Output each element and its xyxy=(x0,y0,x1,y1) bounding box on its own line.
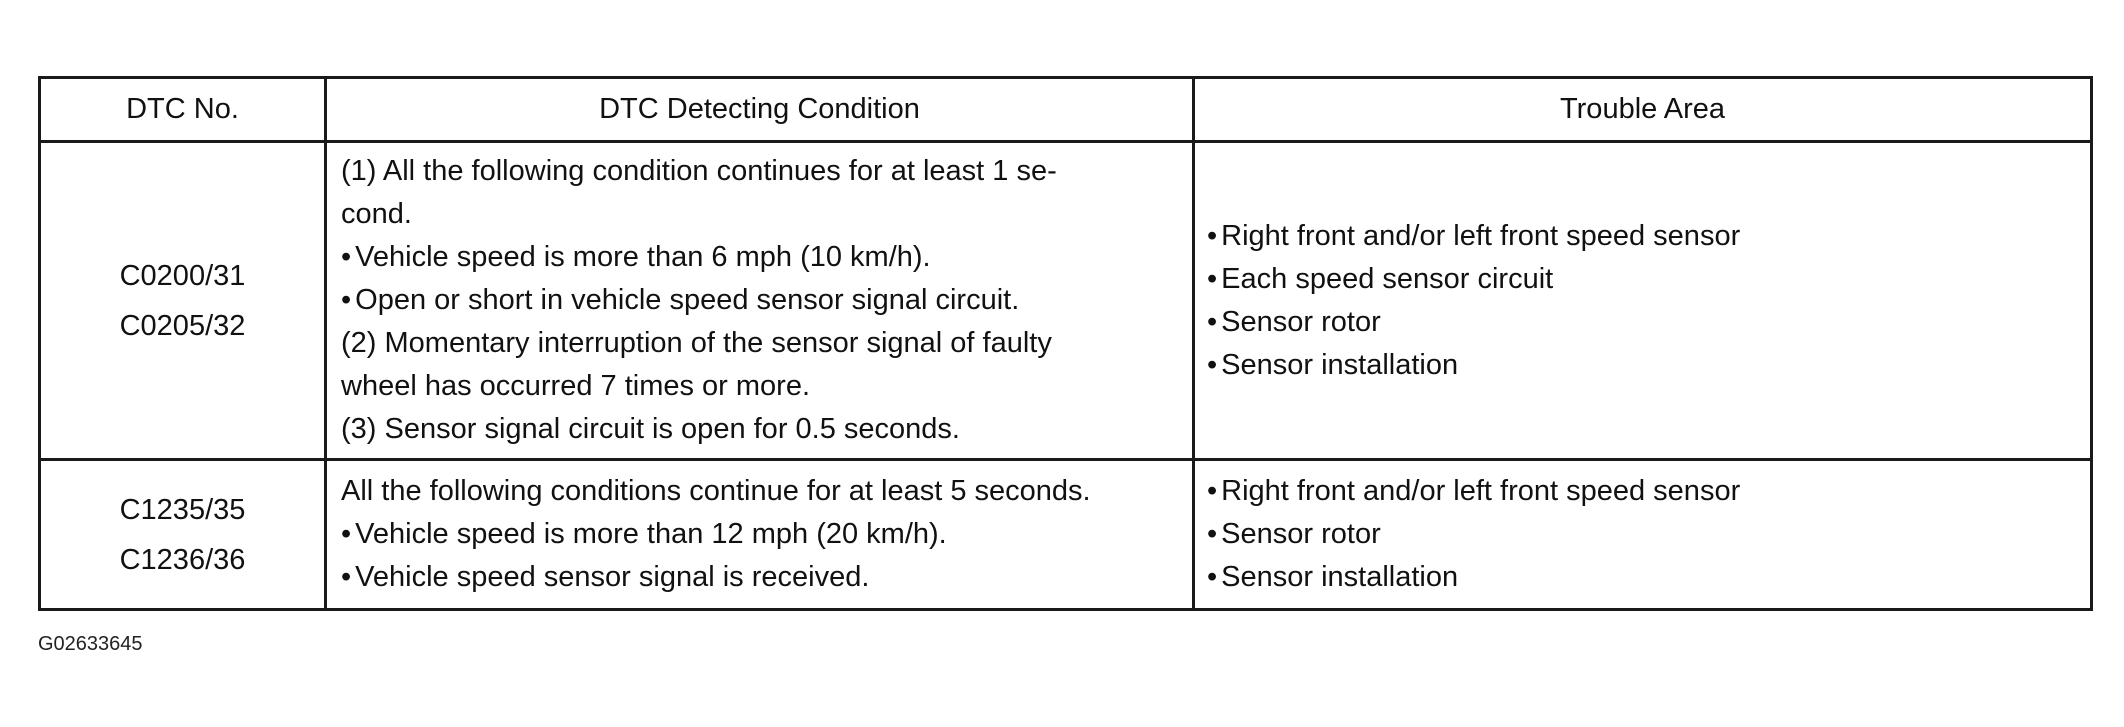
condition-bullet xyxy=(341,236,1180,279)
trouble-area-text: Sensor installation xyxy=(1221,561,1459,593)
trouble-area-text: Sensor rotor xyxy=(1221,305,1381,338)
trouble-area-cell xyxy=(1194,460,2092,610)
trouble-area-item xyxy=(1207,513,2080,556)
trouble-area-item xyxy=(1207,344,2080,387)
header-detecting-condition: DTC Detecting Condition xyxy=(326,78,1194,142)
condition-line: cond. xyxy=(341,198,412,230)
trouble-area-text: Sensor installation xyxy=(1221,348,1459,381)
condition-line: All the following conditions continue for at least 5 seconds. xyxy=(341,475,1091,507)
condition-bullet xyxy=(341,556,1180,599)
trouble-area-cell xyxy=(1194,142,2092,460)
header-trouble-area: Trouble Area xyxy=(1194,78,2092,142)
header-dtc-no: DTC No. xyxy=(40,78,326,142)
trouble-area-item xyxy=(1207,556,2080,599)
condition-bullet xyxy=(341,513,1180,556)
trouble-area-text: Each speed sensor circuit xyxy=(1221,262,1554,295)
condition-text: Vehicle speed sensor signal is received. xyxy=(355,561,870,593)
dtc-code: C1236/36 xyxy=(119,543,246,576)
dtc-code-cell xyxy=(40,142,326,460)
condition-text: Vehicle speed is more than 6 mph (10 km/h). xyxy=(355,241,931,273)
condition-line: (1) All the following condition continues for at least 1 se- xyxy=(341,155,1057,187)
trouble-area-text: Right front and/or left front speed sensor xyxy=(1221,475,1741,507)
dtc-code: C0200/31 xyxy=(119,259,246,292)
condition-bullet xyxy=(341,279,1180,322)
condition-line: (2) Momentary interruption of the sensor signal of faulty xyxy=(341,327,1052,359)
dtc-table xyxy=(38,76,2093,611)
detecting-condition-cell xyxy=(326,460,1194,610)
trouble-area-text: Sensor rotor xyxy=(1221,518,1381,550)
trouble-area-item xyxy=(1207,258,2080,301)
condition-line: (3) Sensor signal circuit is open for 0.5 seconds. xyxy=(341,413,960,445)
table-row xyxy=(40,142,2092,460)
condition-text: Open or short in vehicle speed sensor signal circuit. xyxy=(355,284,1020,316)
condition-line: wheel has occurred 7 times or more. xyxy=(341,370,811,402)
trouble-area-item xyxy=(1207,215,2080,258)
detecting-condition-cell xyxy=(326,142,1194,460)
condition-text: Vehicle speed is more than 12 mph (20 km/h). xyxy=(355,518,947,550)
dtc-code: C0205/32 xyxy=(119,309,246,342)
figure-id: G02633645 xyxy=(38,633,143,655)
table-row xyxy=(40,460,2092,610)
dtc-code: C1235/35 xyxy=(119,493,246,526)
trouble-area-item xyxy=(1207,301,2080,344)
trouble-area-text: Right front and/or left front speed sensor xyxy=(1221,219,1741,252)
dtc-code-cell xyxy=(40,460,326,610)
trouble-area-item xyxy=(1207,470,2080,513)
table-header-row xyxy=(40,78,2092,142)
